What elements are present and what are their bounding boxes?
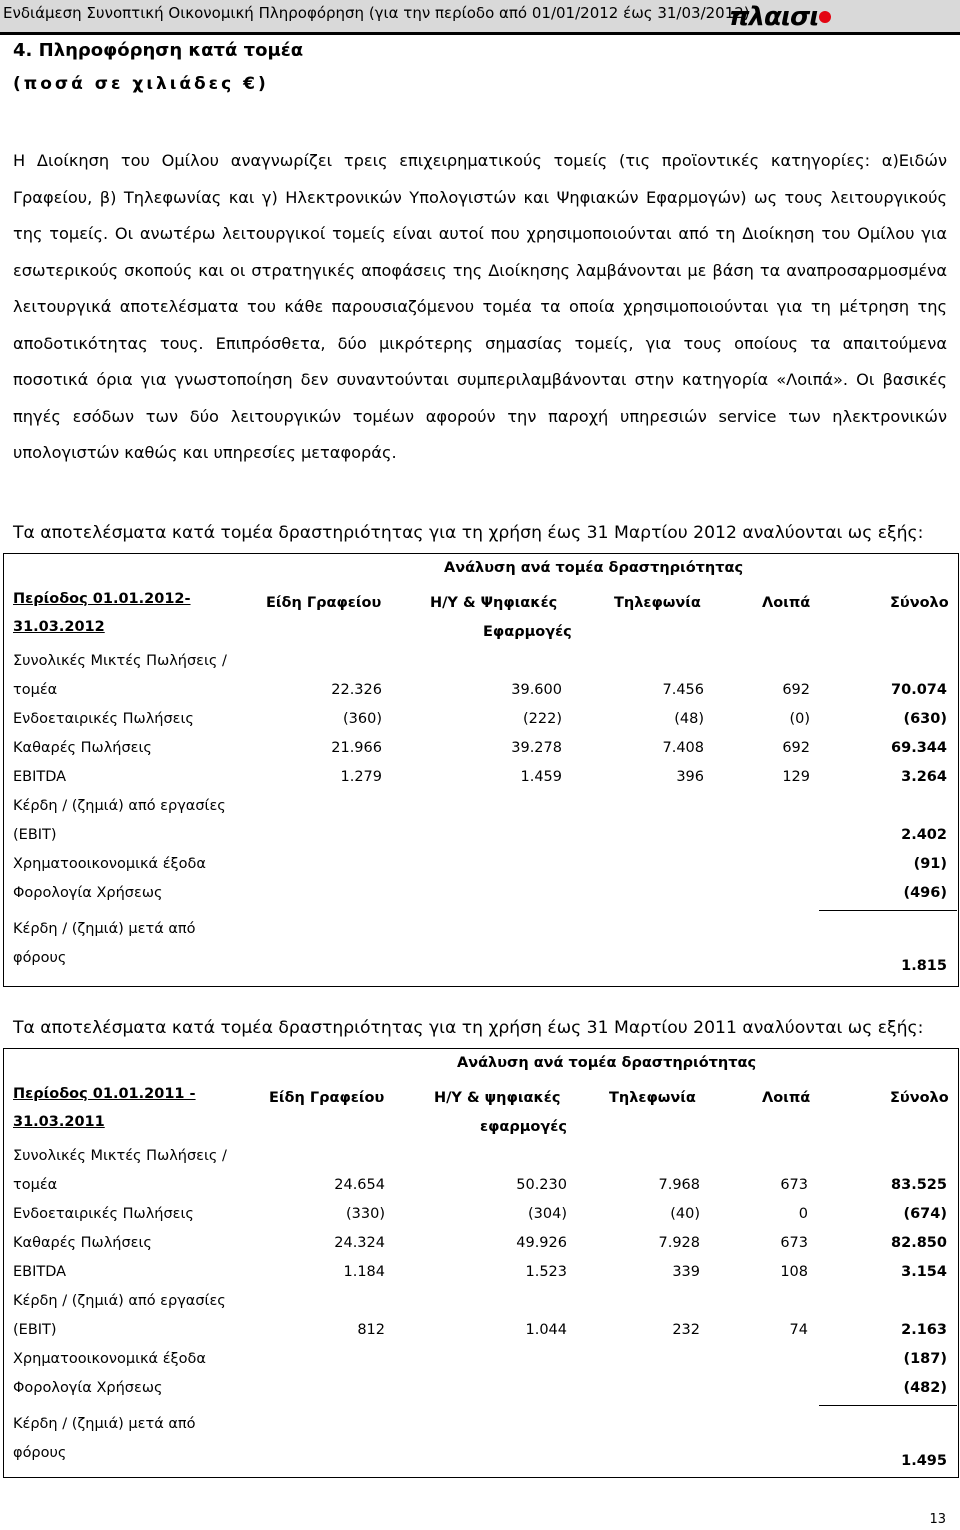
segment-value: 692 xyxy=(782,682,810,698)
total-value: 69.344 xyxy=(891,740,947,756)
col-pc-digital-2: εφαρμογές xyxy=(480,1119,567,1135)
segment-value: 7.408 xyxy=(662,740,704,756)
row-label: Φορολογία Χρήσεως xyxy=(13,885,163,901)
total-value: 2.402 xyxy=(901,827,947,843)
segment-value: 339 xyxy=(672,1264,700,1280)
row-label: Κέρδη / (ζημιά) μετά από xyxy=(13,1416,196,1432)
section-subtitle: (ποσά σε χιλιάδες €) xyxy=(13,74,269,94)
total-value: 70.074 xyxy=(891,682,947,698)
row-label-cont: τομέα xyxy=(13,1177,58,1193)
row-label: Ενδοεταιρικές Πωλήσεις xyxy=(13,1206,194,1222)
total-value: (496) xyxy=(903,885,947,901)
logo-text: πλαισι xyxy=(729,2,819,32)
row-label: Καθαρές Πωλήσεις xyxy=(13,1235,152,1251)
row-label: Συνολικές Μικτές Πωλήσεις / xyxy=(13,653,227,669)
table-2012 xyxy=(3,553,959,987)
total-value: 2.163 xyxy=(901,1322,947,1338)
segment-value: 74 xyxy=(789,1322,808,1338)
total-value: (187) xyxy=(903,1351,947,1367)
segment-description: Η Διοίκηση του Ομίλου αναγνωρίζει τρεις επιχειρηματικούς τομείς (τις προϊοντικές κατηγορίες: α)Ειδών Γραφείου, β) Τηλεφωνίας και γ) Ηλεκτρονικών Υπολογιστών και Ψηφιακών Εφαρμογών) ως τους λειτουργικούς της τομείς. Οι ανωτέρω λειτουργικοί τομείς είναι αυτοί που χρησιμοποιούνται από τη Διοίκηση του Ομίλου για εσωτερικούς σκοπούς και οι στρατηγικές αποφάσεις της Διοίκησης λαμβάνονται με βάση τα αναπροσαρμοσμένα λειτουργικά αποτελέσματα του κάθε παρουσιαζόμενου τομέα τα οποία χρησιμοποιούνται για τη μέτρηση της αποδοτικότητας τους. Επιπρόσθετα, δύο μικρότερης σημασίας τομείς, για τους οποίους τα απαιτούμενα ποσοτικά όρια για γνωστοποίηση δεν συναντούνται συμπεριλαμβάνονται στην κατηγορία «Λοιπά». Οι βασικές πηγές εσόδων των δύο λειτουργικών τομέων αφορούν την παροχή υπηρεσιών service των ηλεκτρονικών υπολογιστών καθώς και υπηρεσίες μεταφοράς. xyxy=(13,151,947,462)
segment-value: 812 xyxy=(357,1322,385,1338)
total-rule xyxy=(819,1405,957,1406)
segment-value: 396 xyxy=(676,769,704,785)
segment-value: (304) xyxy=(528,1206,567,1222)
segment-value: 7.456 xyxy=(662,682,704,698)
total-value: 1.815 xyxy=(901,958,947,974)
segment-value: 50.230 xyxy=(516,1177,567,1193)
segment-value: 692 xyxy=(782,740,810,756)
segment-value: 1.044 xyxy=(525,1322,567,1338)
row-label: Καθαρές Πωλήσεις xyxy=(13,740,152,756)
table-2011-intro: Τα αποτελέσματα κατά τομέα δραστηριότητας για τη χρήση έως 31 Μαρτίου 2011 αναλύονται ως εξής: xyxy=(13,1018,924,1038)
segment-value: (330) xyxy=(346,1206,385,1222)
segment-value: 129 xyxy=(782,769,810,785)
segment-value: 673 xyxy=(780,1177,808,1193)
col-pc-digital-2: Εφαρμογές xyxy=(483,624,572,640)
segment-value: 24.654 xyxy=(334,1177,385,1193)
page-number: 13 xyxy=(929,1512,946,1527)
row-label: Χρηματοοικονομικά έξοδα xyxy=(13,856,206,872)
total-value: (630) xyxy=(903,711,947,727)
segment-value: 39.278 xyxy=(511,740,562,756)
table-2012-intro: Τα αποτελέσματα κατά τομέα δραστηριότητας για τη χρήση έως 31 Μαρτίου 2012 αναλύονται ως εξής: xyxy=(13,523,924,543)
segment-value: 0 xyxy=(798,1206,808,1222)
segment-value: 49.926 xyxy=(516,1235,567,1251)
col-other: Λοιπά xyxy=(762,1090,811,1106)
total-value: (91) xyxy=(913,856,947,872)
row-label-cont: φόρους xyxy=(13,1445,67,1461)
row-label-cont: (EBIT) xyxy=(13,827,57,843)
segment-value: (40) xyxy=(670,1206,700,1222)
period-label-end: 31.03.2011 xyxy=(13,1114,105,1130)
total-value: 1.495 xyxy=(901,1453,947,1469)
analysis-heading: Ανάλυση ανά τομέα δραστηριότητας xyxy=(457,1055,757,1071)
segment-value: 24.324 xyxy=(334,1235,385,1251)
period-label: Περίοδος 01.01.2012- xyxy=(13,591,191,607)
section-title: 4. Πληροφόρηση κατά τομέα xyxy=(13,40,304,61)
col-pc-digital: Η/Υ & Ψηφιακές xyxy=(430,595,558,611)
segment-value: 1.279 xyxy=(340,769,382,785)
col-office-supplies: Είδη Γραφείου xyxy=(266,595,382,611)
row-label: EBITDA xyxy=(13,769,67,785)
col-other: Λοιπά xyxy=(762,595,811,611)
total-value: (482) xyxy=(903,1380,947,1396)
segment-value: (222) xyxy=(523,711,562,727)
col-office-supplies: Είδη Γραφείου xyxy=(269,1090,385,1106)
row-label: Χρηματοοικονομικά έξοδα xyxy=(13,1351,206,1367)
header-title: Ενδιάμεση Συνοπτική Οικονομική Πληροφόρηση (για την περίοδο από 01/01/2012 έως 31/03/2012) xyxy=(3,4,750,22)
logo-dot-icon xyxy=(819,11,831,23)
row-label-cont: τομέα xyxy=(13,682,58,698)
segment-value: (0) xyxy=(789,711,810,727)
total-value: 3.264 xyxy=(901,769,947,785)
segment-value: 22.326 xyxy=(331,682,382,698)
row-label-cont: φόρους xyxy=(13,950,67,966)
total-value: (674) xyxy=(903,1206,947,1222)
segment-value: 1.459 xyxy=(520,769,562,785)
segment-value: 21.966 xyxy=(331,740,382,756)
segment-value: 1.523 xyxy=(525,1264,567,1280)
row-label: Κέρδη / (ζημιά) από εργασίες xyxy=(13,1293,226,1309)
row-label: Φορολογία Χρήσεως xyxy=(13,1380,163,1396)
col-pc-digital: Η/Υ & ψηφιακές xyxy=(434,1090,561,1106)
row-label-cont: (EBIT) xyxy=(13,1322,57,1338)
segment-value: 7.968 xyxy=(658,1177,700,1193)
page-header xyxy=(0,0,960,35)
segment-value: 673 xyxy=(780,1235,808,1251)
row-label: EBITDA xyxy=(13,1264,67,1280)
row-label: Κέρδη / (ζημιά) από εργασίες xyxy=(13,798,226,814)
total-value: 3.154 xyxy=(901,1264,947,1280)
segment-value: 108 xyxy=(780,1264,808,1280)
total-value: 83.525 xyxy=(891,1177,947,1193)
total-rule xyxy=(819,910,957,911)
total-value: 82.850 xyxy=(891,1235,947,1251)
period-label: Περίοδος 01.01.2011 - xyxy=(13,1086,196,1102)
segment-value: 7.928 xyxy=(658,1235,700,1251)
col-total: Σύνολο xyxy=(890,595,949,611)
analysis-heading: Ανάλυση ανά τομέα δραστηριότητας xyxy=(444,560,744,576)
col-total: Σύνολο xyxy=(890,1090,949,1106)
col-telephony: Τηλεφωνία xyxy=(614,595,701,611)
period-label-end: 31.03.2012 xyxy=(13,619,105,635)
segment-value: (360) xyxy=(343,711,382,727)
col-telephony: Τηλεφωνία xyxy=(609,1090,696,1106)
row-label: Ενδοεταιρικές Πωλήσεις xyxy=(13,711,194,727)
row-label: Συνολικές Μικτές Πωλήσεις / xyxy=(13,1148,227,1164)
segment-value: 39.600 xyxy=(511,682,562,698)
row-label: Κέρδη / (ζημιά) μετά από xyxy=(13,921,196,937)
segment-value: 1.184 xyxy=(343,1264,385,1280)
segment-value: (48) xyxy=(674,711,704,727)
plaisio-logo xyxy=(729,2,831,32)
segment-value: 232 xyxy=(672,1322,700,1338)
table-2011 xyxy=(3,1048,959,1478)
